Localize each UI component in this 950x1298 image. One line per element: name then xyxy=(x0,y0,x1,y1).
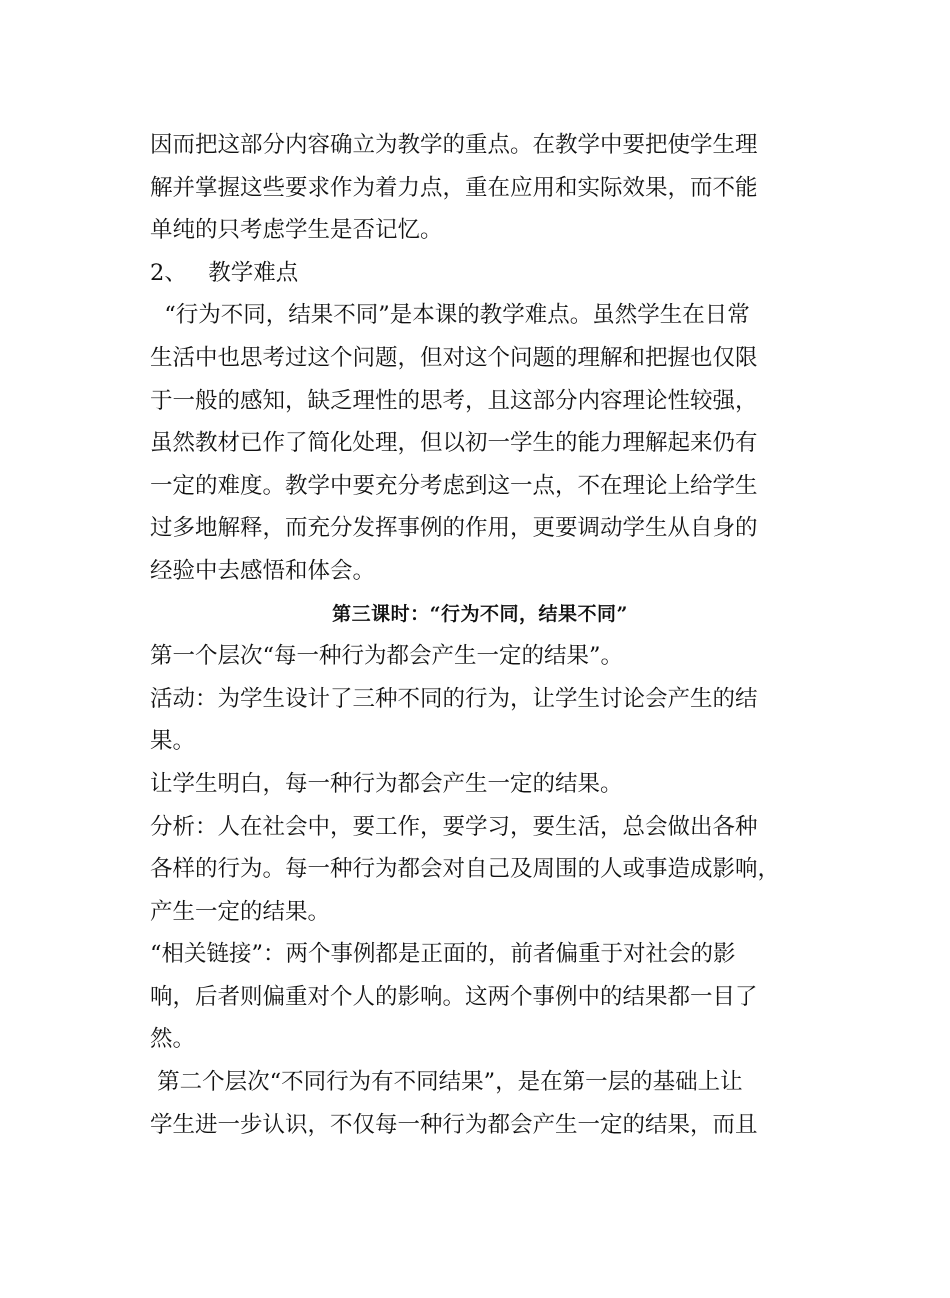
paragraph-line: 产生一定的结果。 xyxy=(150,898,331,925)
paragraph-line: 第二个层次“不同行为有不同结果”，是在第一层的基础上让 xyxy=(150,1069,743,1096)
paragraph-line: 虽然教材已作了简化处理，但以初一学生的能力理解起来仍有 xyxy=(150,430,758,457)
paragraph-line: “相关链接”：两个事例都是正面的，前者偏重于对社会的影 xyxy=(150,941,736,968)
paragraph-line: “行为不同，结果不同”是本课的教学难点。虽然学生在日常 xyxy=(150,302,750,329)
paragraph-line: 学生进一步认识，不仅每一种行为都会产生一定的结果，而且 xyxy=(150,1111,758,1138)
paragraph-line: 各样的行为。每一种行为都会对自己及周围的人或事造成影响， xyxy=(150,856,781,883)
paragraph-line: 然。 xyxy=(150,1026,196,1053)
paragraph-line: 生活中也思考过这个问题，但对这个问题的理解和把握也仅限 xyxy=(150,344,758,371)
paragraph-line: 果。 xyxy=(150,728,196,755)
paragraph-line: 单纯的只考虑学生是否记忆。 xyxy=(150,217,443,244)
document-body xyxy=(150,124,810,1146)
paragraph-line: 于一般的感知，缺乏理性的思考，且这部分内容理论性较强， xyxy=(150,387,758,414)
paragraph-line: 第一个层次“每一种行为都会产生一定的结果”。 xyxy=(150,643,624,670)
paragraph-line: 让学生明白，每一种行为都会产生一定的结果。 xyxy=(150,770,623,797)
paragraph-line: 响，后者则偏重对个人的影响。这两个事例中的结果都一目了 xyxy=(150,983,758,1010)
paragraph-line: 一定的难度。教学中要充分考虑到这一点，不在理论上给学生 xyxy=(150,472,758,499)
paragraph-line: 活动：为学生设计了三种不同的行为，让学生讨论会产生的结 xyxy=(150,685,758,712)
paragraph-line: 解并掌握这些要求作为着力点，重在应用和实际效果，而不能 xyxy=(150,174,758,201)
section-heading-teaching-difficulty: 2、 教学难点 xyxy=(150,259,299,286)
lesson-title: 第三课时：“行为不同，结果不同” xyxy=(332,602,628,625)
paragraph-line: 分析：人在社会中，要工作，要学习，要生活，总会做出各种 xyxy=(150,813,758,840)
paragraph-line: 过多地解释，而充分发挥事例的作用，更要调动学生从自身的 xyxy=(150,515,758,542)
paragraph-line: 经验中去感悟和体会。 xyxy=(150,557,376,584)
paragraph-line: 因而把这部分内容确立为教学的重点。在教学中要把使学生理 xyxy=(150,132,758,158)
